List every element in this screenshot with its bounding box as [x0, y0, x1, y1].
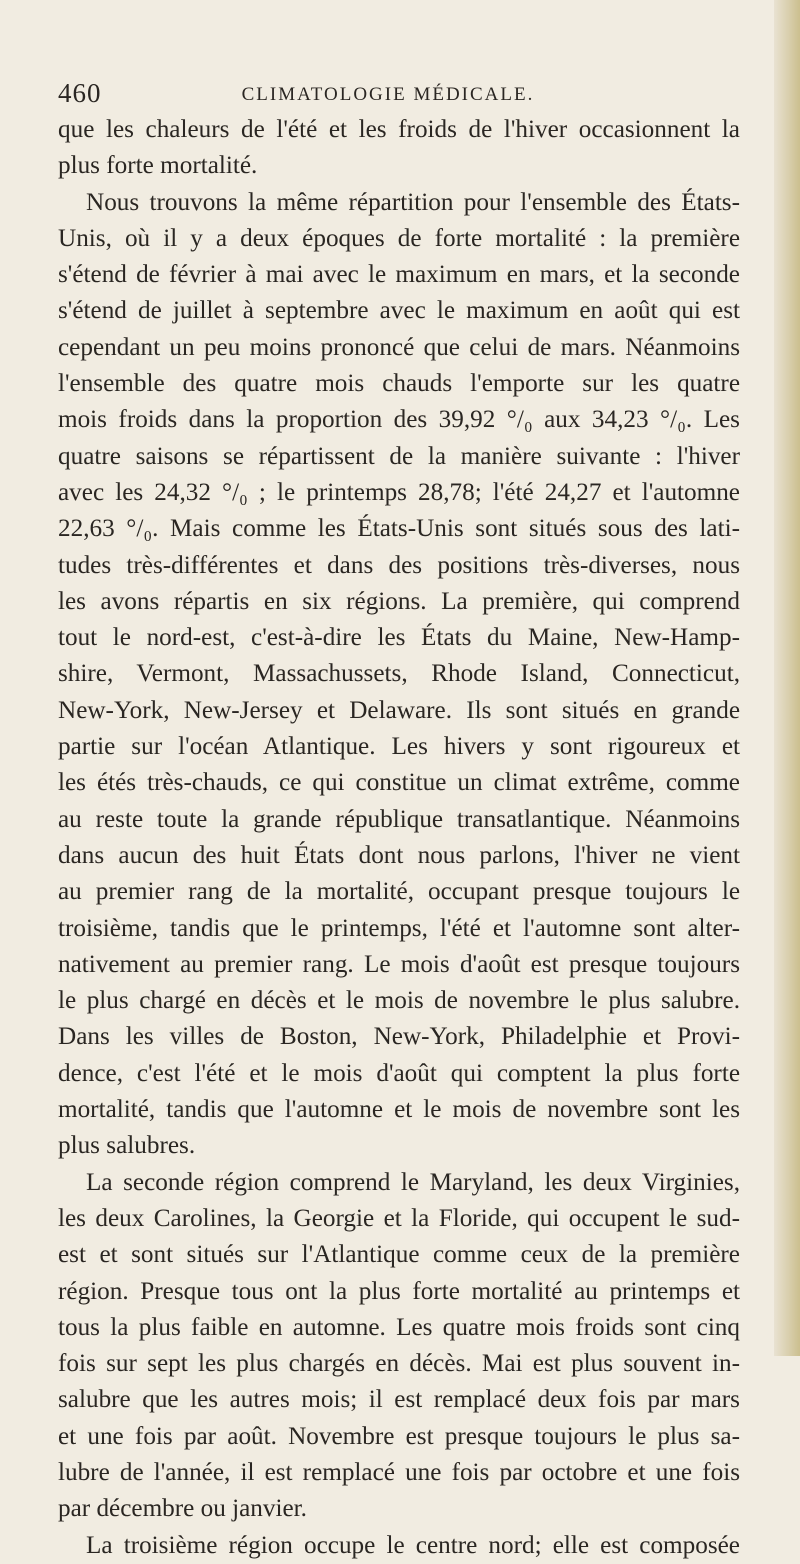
- text-line: tout le nord-est, c'est-à-dire les États du Maine, New-Hamp-: [58, 624, 740, 652]
- text-line: partie sur l'océan Atlantique. Les hivers y sont rigoureux et: [58, 733, 740, 761]
- text-line: Dans les villes de Boston, New-York, Philadelphie et Provi-: [58, 1023, 740, 1051]
- text-line: dans aucun des huit États dont nous parlons, l'hiver ne vient: [58, 841, 740, 869]
- text-line: les étés très-chauds, ce qui constitue un climat extrême, comme: [58, 769, 740, 797]
- page-edge: [774, 0, 800, 1356]
- text-line: La seconde région comprend le Maryland, les deux Virginies,: [86, 1168, 740, 1196]
- text-line: par décembre ou janvier.: [58, 1495, 307, 1523]
- text-line: lubre de l'année, il est remplacé une fois par octobre et une fois: [58, 1458, 740, 1486]
- text-line: au reste toute la grande république transatlantique. Néanmoins: [58, 805, 740, 833]
- text-line: les avons répartis en six régions. La première, qui comprend: [58, 587, 740, 615]
- text-line: Nous trouvons la même répartition pour l'ensemble des États-: [86, 188, 740, 216]
- text-line: avec les 24,32 °/₀ ; le printemps 28,78; l'été 24,27 et l'automne: [58, 478, 740, 506]
- text-line: s'étend de juillet à septembre avec le maximum en août qui est: [58, 297, 740, 325]
- text-line: mois froids dans la proportion des 39,92 °/₀ aux 34,23 °/₀. Les: [58, 406, 740, 434]
- text-line: et une fois par août. Novembre est presque toujours le plus sa-: [58, 1422, 740, 1450]
- text-line: tous la plus faible en automne. Les quatre mois froids sont cinq: [58, 1313, 740, 1341]
- text-line: 22,63 °/₀. Mais comme les États-Unis sont situés sous des lati-: [58, 515, 740, 543]
- text-line: shire, Vermont, Massachussets, Rhode Island, Connecticut,: [58, 660, 740, 688]
- text-line: est et sont situés sur l'Atlantique comme ceux de la première: [58, 1241, 740, 1269]
- page-number: 460: [58, 78, 102, 108]
- running-head: CLIMATOLOGIE MÉDICALE.: [241, 84, 535, 105]
- text-line: s'étend de février à mai avec le maximum en mars, et la seconde: [58, 261, 740, 289]
- body-text: [58, 112, 740, 1564]
- text-line: La troisième région occupe le centre nord; elle est composée: [86, 1531, 740, 1559]
- text-line: quatre saisons se répartissent de la manière suivante : l'hiver: [58, 442, 740, 470]
- text-line: New-York, New-Jersey et Delaware. Ils sont situés en grande: [58, 696, 740, 724]
- text-line: fois sur sept les plus chargés en décès. Mai est plus souvent in-: [58, 1350, 740, 1378]
- text-line: tudes très-différentes et dans des positions très-diverses, nous: [58, 551, 740, 579]
- text-line: salubre que les autres mois; il est remplacé deux fois par mars: [58, 1386, 740, 1414]
- text-line: le plus chargé en décès et le mois de novembre le plus salubre.: [58, 987, 740, 1015]
- text-line: dence, c'est l'été et le mois d'août qui comptent la plus forte: [58, 1059, 740, 1087]
- text-line: troisième, tandis que le printemps, l'été et l'automne sont alter-: [58, 914, 740, 942]
- text-line: les deux Carolines, la Georgie et la Floride, qui occupent le sud-: [58, 1204, 740, 1232]
- text-line: nativement au premier rang. Le mois d'août est presque toujours: [58, 950, 740, 978]
- text-line: que les chaleurs de l'été et les froids de l'hiver occasionnent la: [58, 116, 740, 143]
- text-line: plus salubres.: [58, 1132, 196, 1160]
- text-line: cependant un peu moins prononcé que celui de mars. Néanmoins: [58, 333, 740, 361]
- text-line: région. Presque tous ont la plus forte mortalité au printemps et: [58, 1277, 740, 1305]
- text-line: l'ensemble des quatre mois chauds l'emporte sur les quatre: [58, 370, 740, 398]
- text-line: plus forte mortalité.: [58, 152, 258, 180]
- text-line: Unis, où il y a deux époques de forte mortalité : la première: [58, 224, 740, 252]
- text-line: mortalité, tandis que l'automne et le mois de novembre sont les: [58, 1096, 740, 1124]
- text-line: au premier rang de la mortalité, occupant presque toujours le: [58, 878, 740, 906]
